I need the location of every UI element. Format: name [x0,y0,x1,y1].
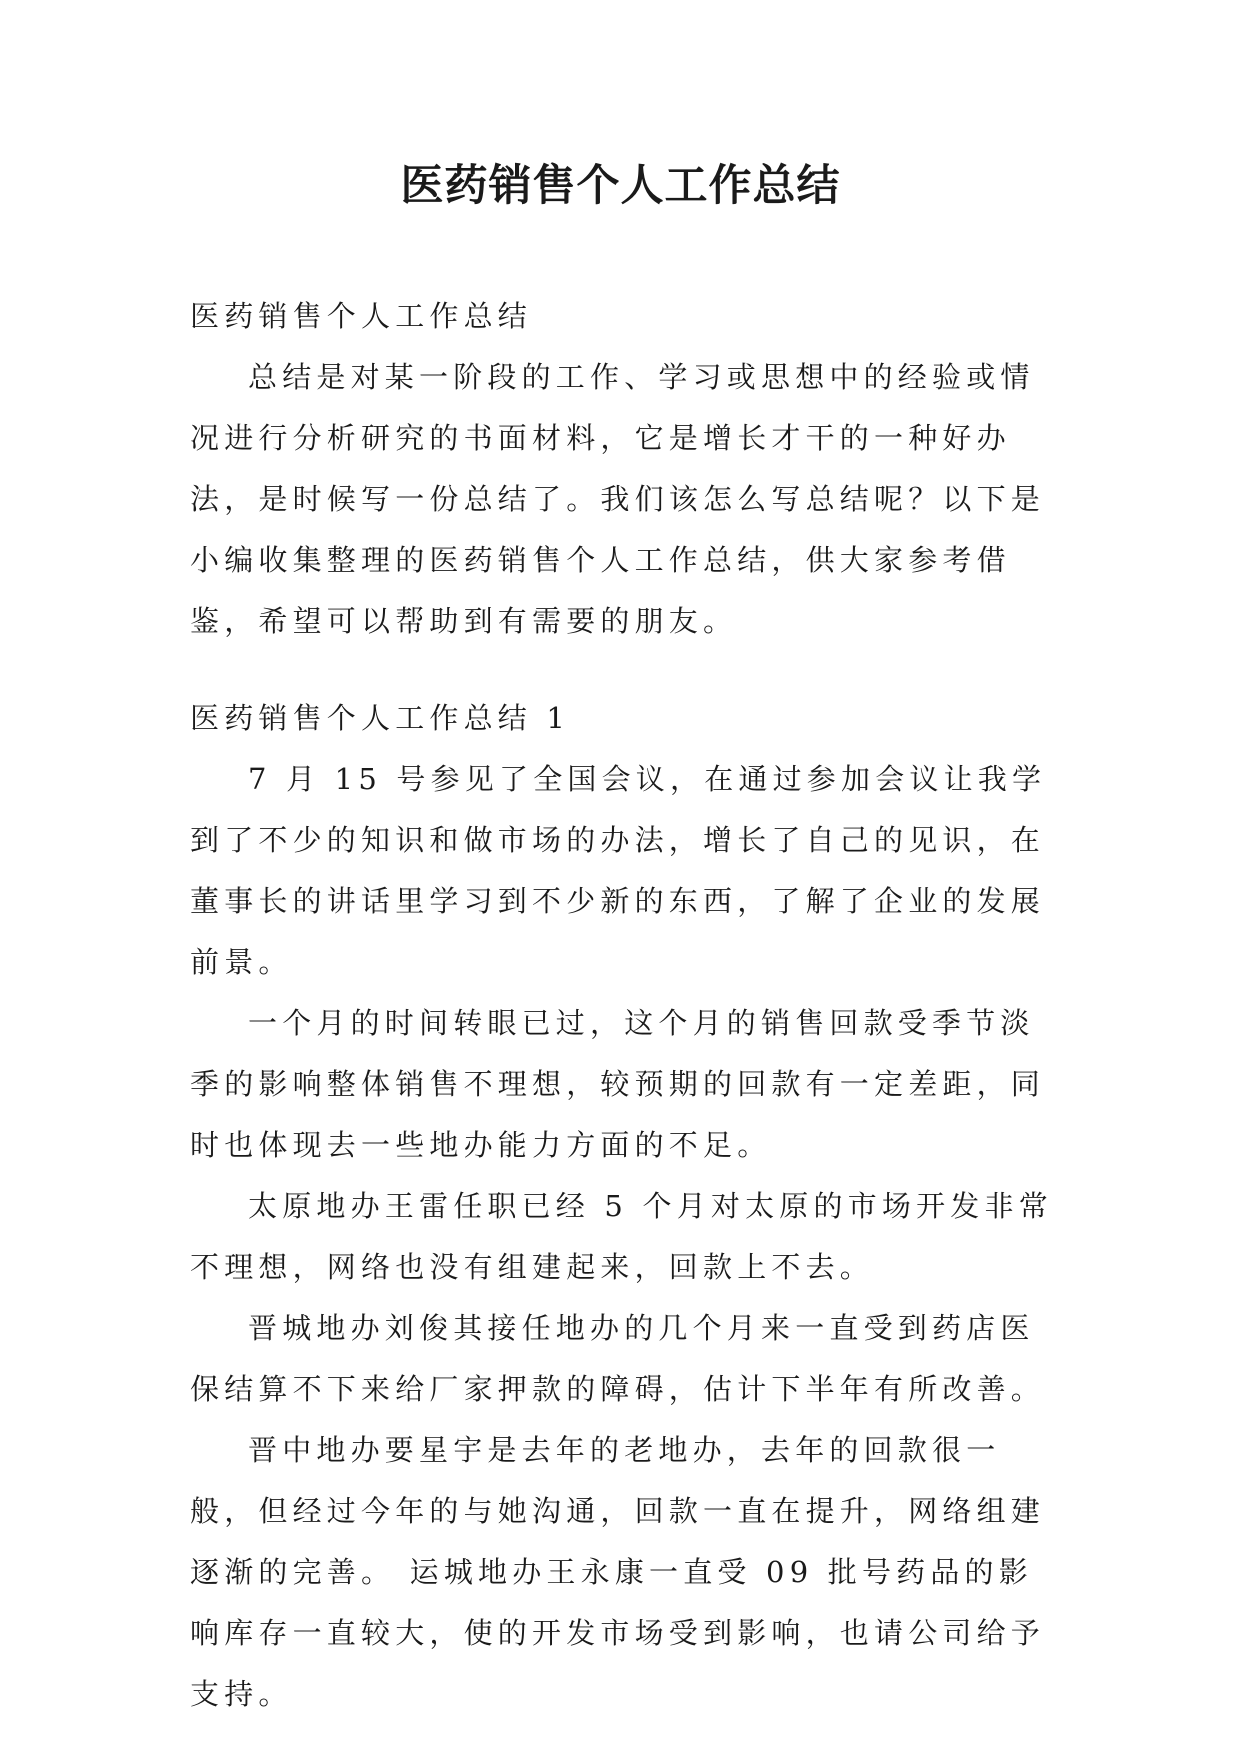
intro-paragraph: 总结是对某一阶段的工作、学习或思想中的经验或情况进行分析研究的书面材料，它是增长才干的一种好办法，是时候写一份总结了。我们该怎么写总结呢？以下是小编收集整理的医药销售个人工作总结，供大家参考借鉴，希望可以帮助到有需要的朋友。 [190,360,1046,638]
section-1-paragraph: 太原地办王雷任职已经 5 个月对太原的市场开发非常不理想，网络也没有组建起来，回款上不去。 [190,1189,1053,1284]
section-1-heading: 医药销售个人工作总结 1 [190,701,571,735]
section-1-paragraph: 7 月 15 号参见了全国会议，在通过参加会议让我学到了不少的知识和做市场的办法，增长了自己的见识，在董事长的讲话里学习到不少新的东西，了解了企业的发展前景。 [190,762,1047,979]
section-1-paragraph: 晋中地办要星宇是去年的老地办，去年的回款很一般，但经过今年的与她沟通，回款一直在提升，网络组建逐渐的完善。 运城地办王永康一直受 09 批号药品的影响库存一直较大，使的开发市场受到影响，也请公司给予支持。 [190,1433,1046,1711]
section-1-paragraph: 一个月的时间转眼已过，这个月的销售回款受季节淡季的影响整体销售不理想，较预期的回款有一定差距，同时也体现去一些地办能力方面的不足。 [190,1006,1046,1162]
intro-section [190,286,1060,652]
section-1 [190,688,1060,1725]
intro-heading: 医药销售个人工作总结 [190,299,533,333]
document-title: 医药销售个人工作总结 [400,161,841,211]
section-1-paragraph: 晋城地办刘俊其接任地办的几个月来一直受到药店医保结算不下来给厂家押款的障碍，估计下半年有所改善。 [190,1311,1046,1406]
